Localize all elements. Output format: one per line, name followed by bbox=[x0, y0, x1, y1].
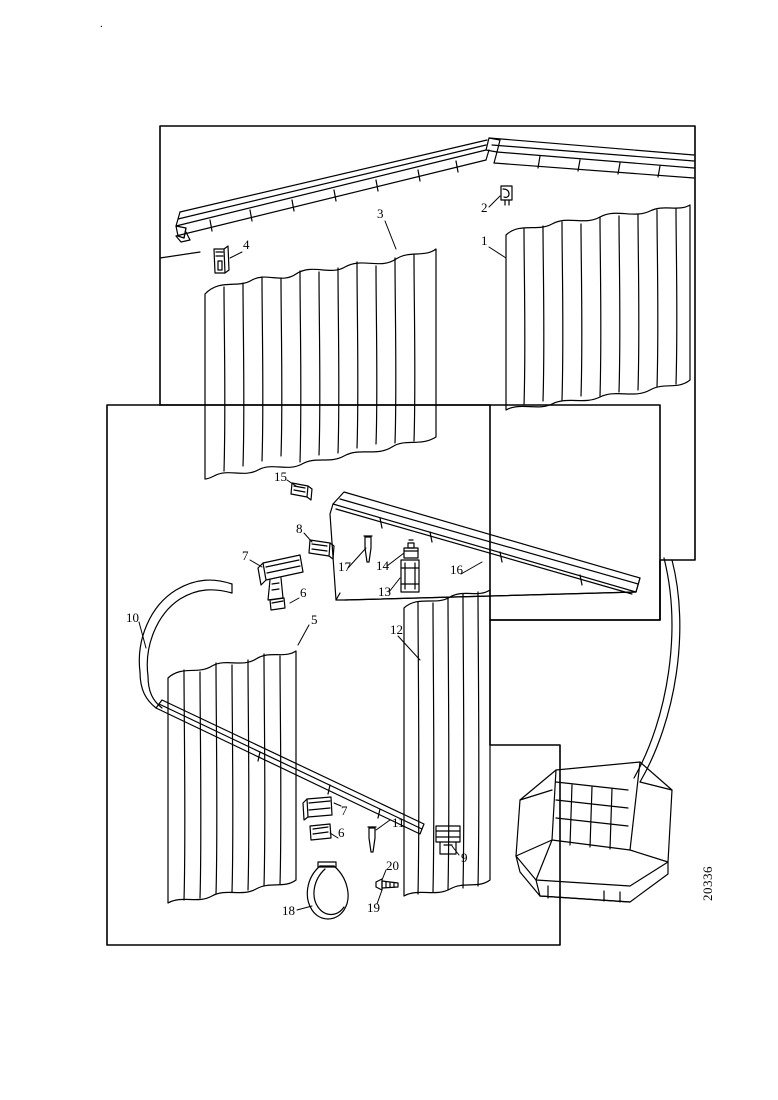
callout-19: 19 bbox=[367, 900, 380, 915]
leader-lines bbox=[139, 196, 506, 910]
callout-14: 14 bbox=[376, 558, 389, 573]
callout-18: 18 bbox=[282, 903, 295, 918]
part-2-hook bbox=[501, 186, 512, 205]
callout-5: 5 bbox=[311, 612, 318, 627]
callout-6-upper: 6 bbox=[300, 585, 307, 600]
upper-rail-assembly bbox=[160, 138, 694, 258]
part-15-clip bbox=[291, 483, 312, 500]
lower-panel-border bbox=[107, 405, 660, 945]
part-10-bow-frame bbox=[139, 580, 232, 708]
callout-3: 3 bbox=[377, 206, 384, 221]
part-6-clip-upper bbox=[270, 598, 285, 610]
part-20-screw bbox=[376, 879, 398, 890]
part-6-clip-lower bbox=[310, 824, 331, 840]
part-16-rail bbox=[330, 492, 640, 600]
part-14-knob bbox=[404, 540, 418, 558]
corner-registration-mark: . bbox=[100, 18, 103, 30]
part-1-curtain-right bbox=[506, 205, 690, 410]
part-11-rail-lower bbox=[156, 700, 424, 834]
part-13-bracket bbox=[401, 560, 419, 592]
callout-2: 2 bbox=[481, 200, 488, 215]
upper-panel-border bbox=[160, 126, 695, 620]
callout-15: 15 bbox=[274, 469, 287, 484]
callout-16: 16 bbox=[450, 562, 463, 577]
callout-12: 12 bbox=[390, 622, 403, 637]
callout-7-upper: 7 bbox=[242, 548, 249, 563]
part-8-clip bbox=[309, 540, 334, 559]
callout-10: 10 bbox=[126, 610, 139, 625]
part-3-curtain-left bbox=[205, 249, 436, 479]
callout-8: 8 bbox=[296, 521, 303, 536]
figure-number: 20336 bbox=[700, 866, 715, 901]
callout-6-lower: 6 bbox=[338, 825, 345, 840]
part-7-hinge-lower bbox=[303, 797, 332, 820]
part-7-hinge-upper bbox=[258, 555, 303, 600]
callout-1: 1 bbox=[481, 233, 488, 248]
callout-13: 13 bbox=[378, 584, 391, 599]
part-5-curtain-lower-left bbox=[168, 651, 296, 903]
callout-4: 4 bbox=[243, 237, 250, 252]
part-12-curtain-lower-right bbox=[404, 590, 490, 896]
callout-11: 11 bbox=[392, 815, 405, 830]
cab-perspective-view bbox=[516, 762, 672, 902]
connector-tube bbox=[634, 558, 680, 782]
callout-7-lower: 7 bbox=[341, 803, 348, 818]
part-4-bracket bbox=[214, 246, 229, 273]
part-11-pin bbox=[368, 827, 376, 852]
callout-20: 20 bbox=[386, 858, 399, 873]
part-18-strap bbox=[307, 862, 348, 919]
callout-9: 9 bbox=[461, 850, 468, 865]
callout-17: 17 bbox=[338, 559, 351, 574]
